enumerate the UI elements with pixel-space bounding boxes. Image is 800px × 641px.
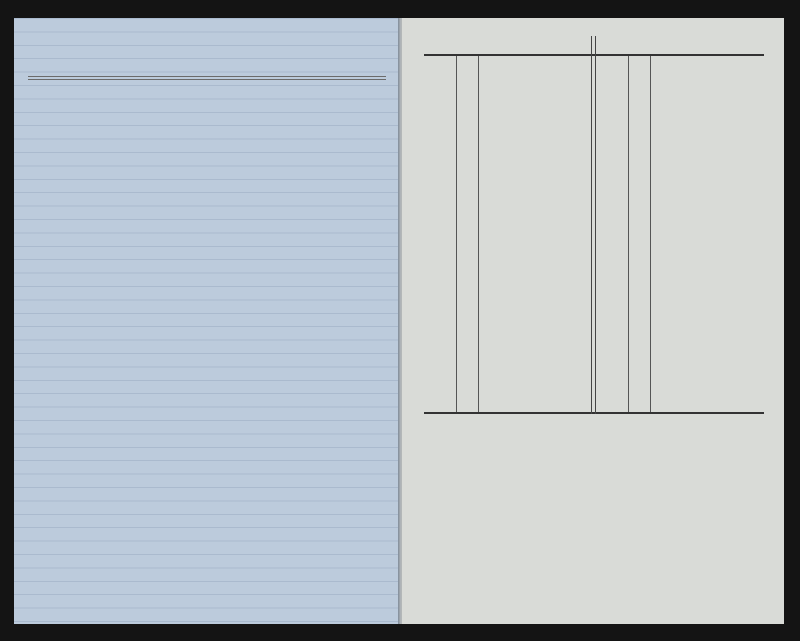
calendar-table (424, 54, 764, 414)
heading-rule (28, 76, 386, 80)
left-diary-page (14, 18, 401, 624)
right-calendar-page (402, 18, 784, 624)
